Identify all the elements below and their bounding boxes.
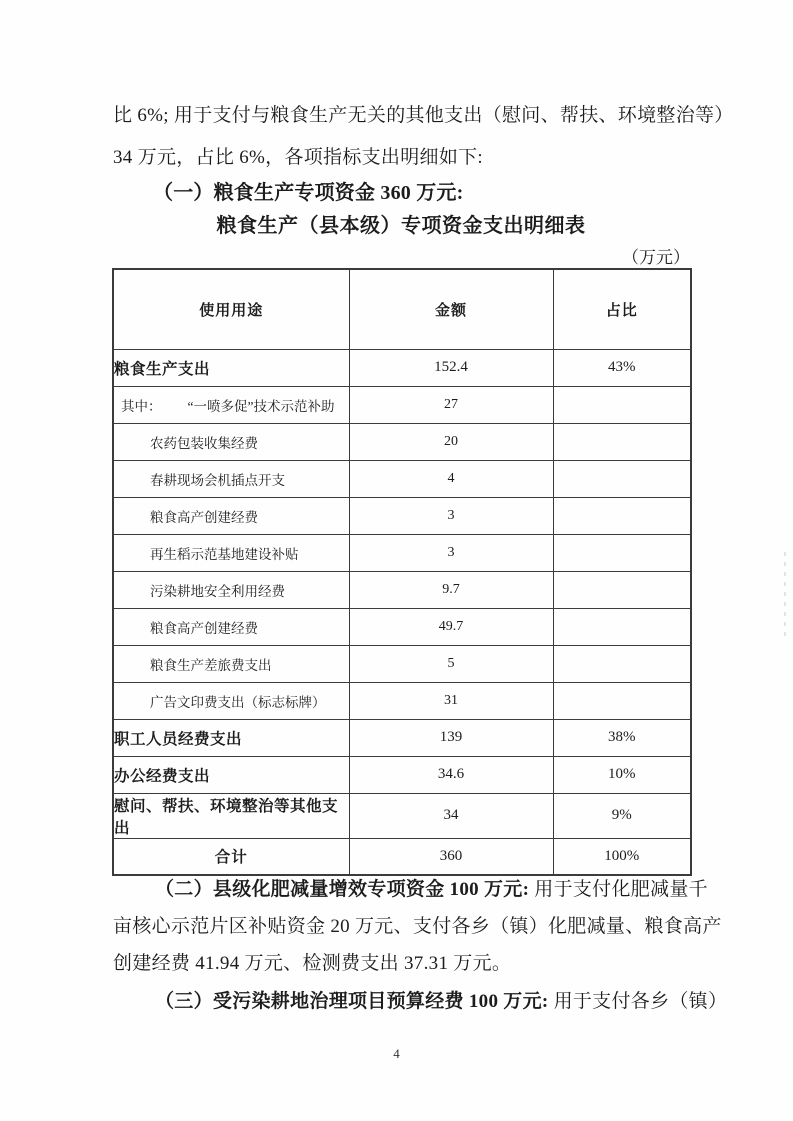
row-amount: 360 — [349, 838, 553, 875]
table-row — [113, 608, 691, 645]
table-unit-label: （万元） — [622, 248, 690, 267]
table-title: 粮食生产（县本级）专项资金支出明细表 — [216, 215, 586, 237]
table-row — [113, 645, 691, 682]
row-label: 广告文印费支出（标志标牌） — [150, 694, 326, 710]
table-row — [113, 460, 691, 497]
section-2-line-1 — [155, 876, 708, 903]
row-amount: 4 — [349, 460, 553, 497]
row-purpose-cell — [113, 349, 349, 386]
row-purpose-cell — [113, 838, 349, 875]
row-percentage: 100% — [553, 838, 691, 875]
row-label: 合计 — [214, 849, 248, 867]
row-percentage — [553, 460, 691, 497]
row-label: 办公经费支出 — [114, 767, 211, 785]
row-amount: 3 — [349, 497, 553, 534]
row-amount: 34.6 — [349, 756, 553, 793]
table-row — [113, 571, 691, 608]
row-percentage — [553, 571, 691, 608]
section-2-line-2: 亩核心示范片区补贴资金 20 万元、支付各乡（镇）化肥减量、粮食高产 — [113, 916, 722, 937]
row-amount: 3 — [349, 534, 553, 571]
row-purpose-cell — [113, 571, 349, 608]
row-purpose-cell — [113, 719, 349, 756]
row-label: 粮食生产支出 — [114, 360, 211, 378]
column-header-purpose: 使用用途 — [113, 269, 349, 349]
row-amount: 31 — [349, 682, 553, 719]
row-percentage: 43% — [553, 349, 691, 386]
row-label: 春耕现场会机插点开支 — [150, 472, 285, 488]
expense-table — [112, 268, 692, 876]
row-purpose-cell — [113, 534, 349, 571]
expense-table-body — [113, 349, 691, 875]
row-amount: 49.7 — [349, 608, 553, 645]
row-label: “一喷多促”技术示范补助 — [187, 398, 335, 414]
row-purpose-cell — [113, 423, 349, 460]
row-purpose-cell — [113, 682, 349, 719]
row-amount: 139 — [349, 719, 553, 756]
intro-line-1: 比 6%; 用于支付与粮食生产无关的其他支出（慰问、帮扶、环境整治等） — [113, 105, 734, 126]
row-prefix: 其中： — [121, 398, 162, 414]
table-row — [113, 682, 691, 719]
column-header-amount: 金额 — [349, 269, 553, 349]
row-percentage — [553, 534, 691, 571]
row-label: 粮食高产创建经费 — [150, 620, 258, 636]
section-3-text: 用于支付各乡（镇） — [548, 991, 728, 1012]
table-row — [113, 756, 691, 793]
row-amount: 9.7 — [349, 571, 553, 608]
table-row — [113, 534, 691, 571]
row-label: 污染耕地安全利用经费 — [150, 583, 285, 599]
intro-line-2: 34 万元，占比 6%，各项指标支出明细如下: — [113, 147, 484, 168]
row-percentage: 10% — [553, 756, 691, 793]
table-row — [113, 386, 691, 423]
section-2-line-3: 创建经费 41.94 万元、检测费支出 37.31 万元。 — [113, 953, 512, 974]
row-amount: 152.4 — [349, 349, 553, 386]
row-amount: 5 — [349, 645, 553, 682]
scan-artifact — [784, 552, 786, 638]
row-label: 农药包装收集经费 — [150, 435, 258, 451]
column-header-share: 占比 — [553, 269, 691, 349]
row-purpose-cell — [113, 608, 349, 645]
section-2-text: 用于支付化肥减量千 — [529, 879, 708, 900]
row-percentage: 9% — [553, 793, 691, 838]
row-percentage — [553, 386, 691, 423]
row-amount: 27 — [349, 386, 553, 423]
row-percentage — [553, 608, 691, 645]
section-1-heading: （一）粮食生产专项资金 360 万元: — [153, 182, 464, 204]
row-percentage — [553, 682, 691, 719]
table-row — [113, 423, 691, 460]
row-purpose-cell — [113, 756, 349, 793]
row-label: 职工人员经费支出 — [114, 730, 243, 748]
row-purpose-cell — [113, 386, 349, 423]
section-3-line-1 — [155, 988, 727, 1015]
row-label: 粮食生产差旅费支出 — [150, 657, 272, 673]
table-row — [113, 793, 691, 838]
row-percentage: 38% — [553, 719, 691, 756]
row-amount: 20 — [349, 423, 553, 460]
row-purpose-cell — [113, 460, 349, 497]
row-amount: 34 — [349, 793, 553, 838]
table-row — [113, 497, 691, 534]
row-purpose-cell — [113, 793, 349, 838]
section-2-heading: （二）县级化肥减量增效专项资金 100 万元: — [155, 879, 530, 900]
row-percentage — [553, 497, 691, 534]
section-3-heading: （三）受污染耕地治理项目预算经费 100 万元: — [155, 991, 549, 1012]
row-percentage — [553, 423, 691, 460]
row-purpose-cell — [113, 497, 349, 534]
row-label: 慰问、帮扶、环境整治等其他支出 — [114, 797, 339, 837]
table-row — [113, 349, 691, 386]
row-label: 粮食高产创建经费 — [150, 509, 258, 525]
table-header-row — [113, 269, 691, 349]
row-purpose-cell — [113, 645, 349, 682]
page-number: 4 — [393, 1046, 400, 1061]
table-row — [113, 838, 691, 875]
row-label: 再生稻示范基地建设补贴 — [150, 546, 299, 562]
row-percentage — [553, 645, 691, 682]
table-row — [113, 719, 691, 756]
